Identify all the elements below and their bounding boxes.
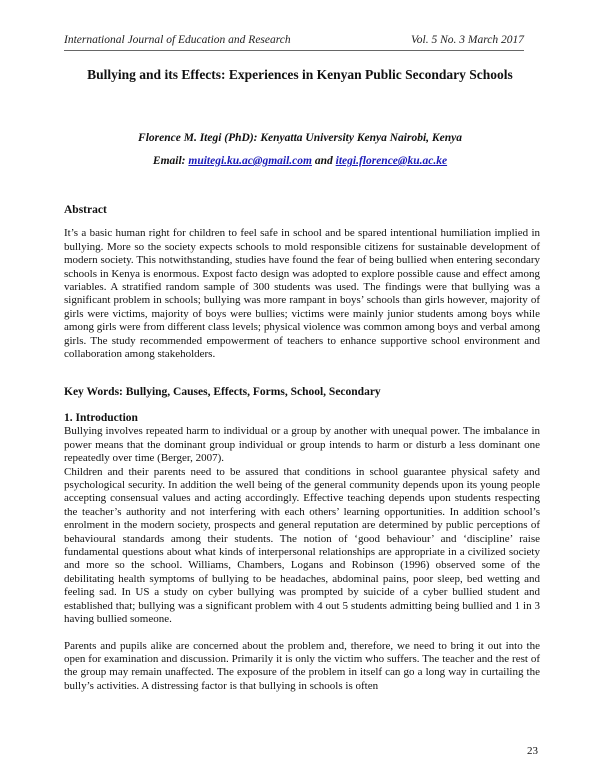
abstract-heading: Abstract: [64, 204, 107, 216]
email-link-2[interactable]: itegi.florence@ku.ac.ke: [335, 155, 448, 167]
page-number: 23: [527, 745, 538, 757]
introduction-heading: 1. Introduction: [64, 412, 138, 424]
email-label: Email:: [152, 155, 186, 167]
introduction-section: [64, 412, 540, 693]
intro-paragraph-2: Children and their parents need to be assured that conditions in school guarantee physical safety and psychological security. In addition the well being of the general community depends upon its young people accepting consensual values and acting accordingly. Effective teaching depends upon students respecting the teacher’s authority and not interfering with each others’ learning opportunities. In addition school’s enrolment in the modern society, prospects and general reputation are determined by public perceptions of behavioural standards among their students. The notion of ‘good behaviour’ and ‘discipline’ raise fundamental questions about what kinds of interpersonal relationships are appropriate in a civilized society and more so the school. Williams, Chambers, Logans and Robinson (1996) observed some of the debilitating health symptoms of bullying to be headaches, abdominal pains, poor sleep, bed wetting and feeling sad. In US a study on cyber bullying was prompted by suicide of a cyber bullied student and established that; bullying was a significant problem with 4 out 5 students admitting being bullied and 1 in 3 having bullied someone.: [64, 465, 540, 626]
journal-name: International Journal of Education and Research: [64, 34, 291, 46]
intro-paragraph-3: Parents and pupils alike are concerned about the problem and, therefore, we need to bring it out into the open for examination and discussion. Primarily it is only the victim who suffers. The teacher and the rest of the group may remain unaffected. The exposure of the problem in itself can go a long way in curtailing the bully’s activities. A distressing factor is that bullying in schools is often: [64, 639, 540, 692]
abstract-section: [64, 204, 540, 361]
email-link-1[interactable]: muitegi.ku.ac@gmail.com: [188, 155, 312, 167]
abstract-text: It’s a basic human right for children to feel safe in school and be spared intentional humiliation implied in bullying. More so the society expects schools to mold responsible citizens for sustainable development of modern society. This notwithstanding, studies have found the fear of being bullied when entering secondary schools in Kenya is enormous. Expost facto design was adopted to explore possible cause and effect among variables. A stratified random sample of 300 students was used. The findings were that bullying was a significant problem in schools; bullying was more rampant in boys’ schools than girls however, majority of girls were victims, majority of boys were bullies; victims were mainly junior students among boys while among girls were from different class levels; physical violence was common among boys and verbal among girls. The study recommended empowerment of teachers to enhance supportive school environment and collaboration among stakeholders.: [64, 227, 540, 361]
issue-info: Vol. 5 No. 3 March 2017: [411, 34, 524, 46]
keywords: Key Words: Bullying, Causes, Effects, Forms, School, Secondary: [64, 386, 381, 398]
email-joiner: and: [314, 155, 333, 167]
email-line: [40, 155, 560, 167]
running-header: [64, 34, 524, 46]
header-rule: [64, 50, 524, 51]
paper-title: Bullying and its Effects: Experiences in Kenyan Public Secondary Schools: [87, 67, 513, 82]
author-line: Florence M. Itegi (PhD): Kenyatta University Kenya Nairobi, Kenya: [138, 132, 462, 144]
intro-paragraph-1: Bullying involves repeated harm to individual or a group by another with unequal power. The imbalance in power means that the dominant group individual or group intends to harm or disturb a less dominant one repeatedly over time (Berger, 2007).: [64, 425, 540, 465]
